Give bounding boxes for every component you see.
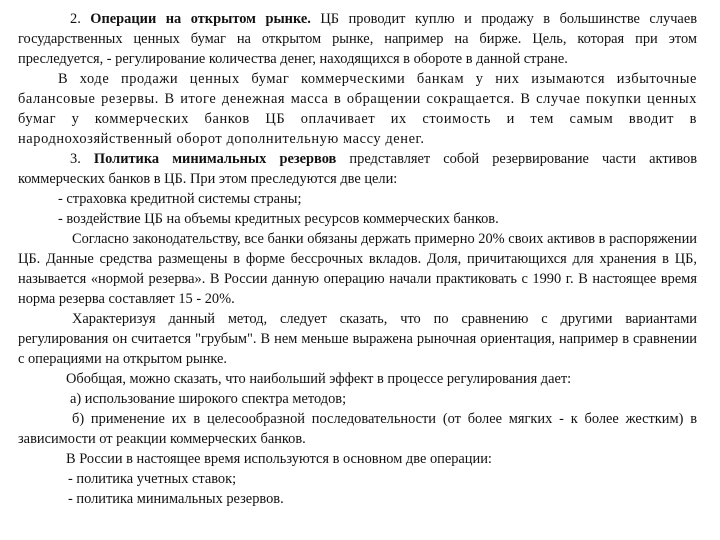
paragraph-legislation: Согласно законодательству, все банки обязаны держать примерно 20% своих активов в распоряжении ЦБ. Данные средства размещены в форме бессрочных вкладов. Доля, причитающихся для хранения в ЦБ, называется «нормой резерва». В России данную операцию начали практиковать с 1990 г. В настоящее время норма резерва составляет 15 - 20%. bbox=[18, 231, 697, 307]
list-item: - политика минимальных резервов. bbox=[68, 491, 284, 507]
goals-list bbox=[18, 189, 697, 229]
paragraph-text: представляет собой резервирование части активов коммерческих банков в ЦБ. При этом преследуются две цели: bbox=[18, 151, 698, 187]
paragraph-summary: Обобщая, можно сказать, что наибольший эффект в процессе регулирования дает: bbox=[66, 371, 572, 387]
paragraph-sales: В ходе продажи ценных бумаг коммерческими банкам у них изымаются избыточные балансовые резервы. В итоге денежная масса в обращении сокращается. В случае покупки ценных бумаг у коммерческих банков ЦБ оплачивает их стоимость и тем самым вводит в народнохозяйственный оборот дополнительную массу денег. bbox=[18, 71, 697, 147]
list-item-b: б) применение их в целесообразной последовательности (от более мягких - к более жестким) в зависимости от реакции коммерческих банков. bbox=[18, 411, 697, 447]
section-number: 2. bbox=[70, 11, 91, 27]
list-item: - страховка кредитной системы страны; bbox=[58, 191, 302, 207]
list-item-a: а) использование широкого спектра методов; bbox=[70, 391, 347, 407]
paragraph-open-market bbox=[18, 9, 697, 69]
paragraph-russia-ops: В России в настоящее время используются в основном две операции: bbox=[66, 451, 492, 467]
list-item: - воздействие ЦБ на объемы кредитных ресурсов коммерческих банков. bbox=[58, 211, 499, 227]
section-heading-open-market: Операции на открытом рынке. bbox=[90, 11, 311, 27]
paragraph-characterization: Характеризуя данный метод, следует сказать, что по сравнению с другими вариантами регулирования он считается "грубым". В нем меньше выражена рыночная ориентация, например в сравнении с операциями на открытом рынке. bbox=[18, 311, 697, 367]
paragraph-min-reserves bbox=[18, 149, 697, 189]
list-item: - политика учетных ставок; bbox=[68, 471, 237, 487]
paragraph-text: ЦБ проводит куплю и продажу в большинстве случаев государственных ценных бумаг на открытом рынке, например на бирже. Цель, которая при этом преследуется, - регулирование количества денег, находящихся в обороте в данной стране. bbox=[18, 11, 697, 67]
operations-list bbox=[18, 469, 697, 509]
document-page bbox=[18, 9, 697, 509]
section-heading-min-reserves: Политика минимальных резервов bbox=[93, 151, 337, 167]
section-number: 3. bbox=[70, 151, 94, 167]
